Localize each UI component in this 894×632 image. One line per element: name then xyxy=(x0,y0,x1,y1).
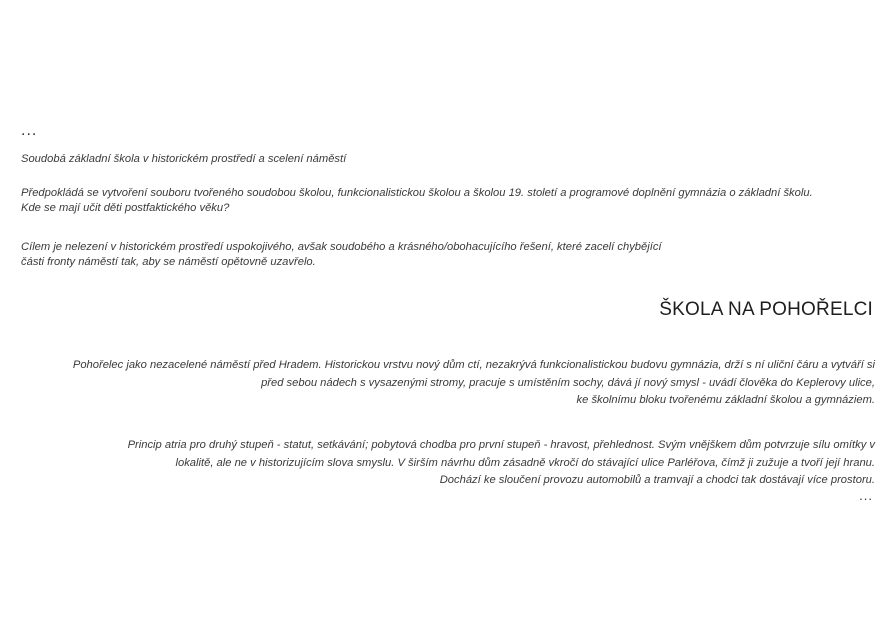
page-title: ŠKOLA NA POHOŘELCI xyxy=(659,299,873,320)
aim-paragraph xyxy=(21,240,881,270)
ellipsis-bottom: ... xyxy=(859,488,873,503)
subtitle-text: Soudobá základní škola v historickém prostředí a scelení náměstí xyxy=(21,153,347,165)
description-line: ke školnímu bloku tvořenému základní školou a gymnáziem. xyxy=(576,394,875,406)
ellipsis-top: ... xyxy=(21,122,38,139)
intro-line: Kde se mají učit děti postfaktického věku? xyxy=(21,202,230,214)
subtitle xyxy=(21,152,881,167)
aim-line: části fronty náměstí tak, aby se náměstí opětovně uzavřelo. xyxy=(21,256,316,268)
principle-line: lokalitě, ale ne v historizujícím slova smyslu. V širším návrhu dům zásadně vkročí do stávající ulice Parléřova, čímž ji zužuje a tvoří její hranu. xyxy=(175,456,875,469)
intro-paragraph xyxy=(21,186,881,216)
principle-line: Dochází ke sloučení provozu automobilů a tramvají a chodci tak dostávají více prostoru. xyxy=(439,474,875,486)
principle-line: Princip atria pro druhý stupeň - statut, setkávání; pobytová chodba pro první stupeň - hravost, přehlednost. Svým vnějškem dům potvrzuje sílu omítky v xyxy=(127,439,875,451)
principle-paragraph xyxy=(15,437,875,490)
aim-line: Cílem je nelezení v historickém prostředí uspokojivého, avšak soudobého a krásného/obohacujícího řešení, které zacelí chybějící xyxy=(21,241,662,253)
description-line: Pohořelec jako nezacelené náměstí před Hradem. Historickou vrstvu nový dům ctí, nezakrývá funkcionalistickou budovu gymnázia, drží s ní uliční čáru a vytváří si xyxy=(72,359,875,371)
intro-line: Předpokládá se vytvoření souboru tvořeného soudobou školou, funkcionalistickou školou a školou 19. století a programové doplnění gymnázia o základní školu. xyxy=(21,187,813,199)
description-paragraph xyxy=(15,357,875,410)
description-line: před sebou nádech s vysazenými stromy, pracuje s umístěním sochy, dává jí nový smysl - uvádí člověka do Keplerovy ulice, xyxy=(261,376,875,389)
